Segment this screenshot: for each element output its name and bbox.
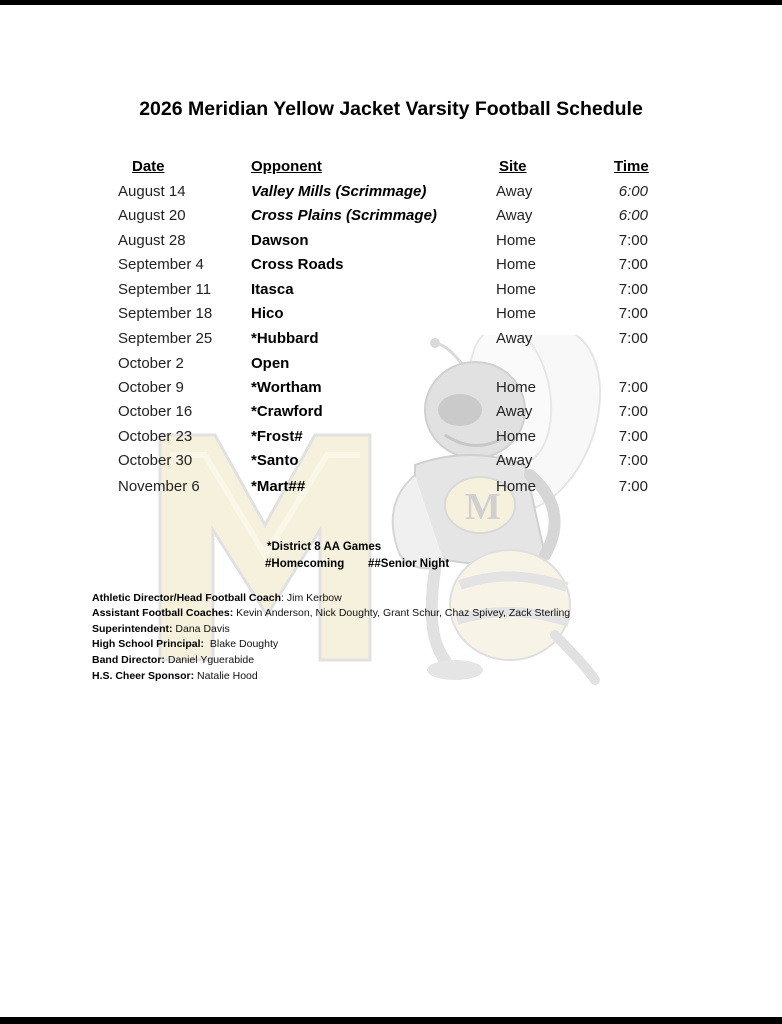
game-time: 7:00 [618,403,648,420]
game-site: Home [496,281,537,298]
staff-role: Band Director: [92,654,165,666]
staff-role: Athletic Director/Head Football Coach [92,592,282,604]
game-date: October 9 [118,379,184,396]
game-date: August 28 [118,232,186,249]
header-date: Date [132,158,165,175]
game-site: Home [496,379,537,396]
game-opponent: *Hubbard [251,330,319,347]
game-time: 6:00 [618,183,648,200]
game-row [0,452,782,474]
staff-name: Natalie Hood [197,670,258,682]
game-time: 7:00 [618,428,648,445]
game-opponent: *Crawford [251,403,323,420]
game-date: September 18 [118,305,213,322]
staff-name: Kevin Anderson, Nick Doughty, Grant Schur, Chaz Spivey, Zack Sterling [236,607,571,619]
homecoming-note: #Homecoming [265,558,345,570]
bottom-border [0,1017,782,1024]
district-games-note: *District 8 AA Games [267,541,382,553]
game-opponent: *Frost# [251,428,303,445]
game-time: 7:00 [618,256,648,273]
svg-text:M: M [465,486,501,528]
staff-role: Assistant Football Coaches: [92,607,234,619]
staff-name: Daniel Yguerabide [167,654,255,666]
game-date: October 23 [118,428,193,445]
game-date: November 6 [118,478,200,495]
staff-line [92,623,230,635]
game-opponent: *Mart## [251,478,306,495]
game-date: October 2 [118,355,184,372]
game-row [0,305,782,327]
game-site: Away [496,452,533,469]
header-site: Site [499,158,527,175]
staff-line [92,607,570,619]
staff-role: High School Principal: [92,638,205,650]
staff-line [92,670,258,682]
game-site: Away [496,330,533,347]
game-time: 7:00 [618,379,648,396]
game-site: Away [496,183,533,200]
game-date: August 20 [118,207,186,224]
staff-line [92,654,254,666]
game-row [0,330,782,352]
staff-role: Superintendent: [92,623,173,635]
game-site: Away [496,403,533,420]
game-opponent: Open [251,355,290,372]
game-opponent: Cross Plains (Scrimmage) [251,207,437,224]
game-opponent: *Wortham [251,379,322,396]
game-row [0,256,782,278]
game-date: October 16 [118,403,193,420]
game-row [0,183,782,205]
game-row [0,403,782,425]
game-time: 7:00 [618,478,648,495]
game-row [0,207,782,229]
top-border [0,0,782,5]
game-row [0,478,782,500]
game-site: Home [496,428,537,445]
page-title: 2026 Meridian Yellow Jacket Varsity Football Schedule [139,98,643,120]
game-opponent: Itasca [251,281,294,298]
header-time: Time [614,158,649,175]
senior-night-note: ##Senior Night [368,558,450,570]
game-opponent: Valley Mills (Scrimmage) [251,183,427,200]
game-row [0,379,782,401]
game-time: 7:00 [618,330,648,347]
game-row [0,428,782,450]
game-date: September 25 [118,330,213,347]
game-row [0,232,782,254]
game-site: Away [496,207,533,224]
staff-separator: : [281,592,287,604]
game-opponent: *Santo [251,452,299,469]
game-opponent: Cross Roads [251,256,344,273]
staff-name: Dana Davis [175,623,230,635]
staff-name: Jim Kerbow [286,592,342,604]
game-site: Home [496,478,537,495]
game-time: 6:00 [618,207,648,224]
game-time: 7:00 [618,305,648,322]
game-date: September 11 [118,281,212,298]
staff-line [92,592,342,604]
game-date: August 14 [118,183,186,200]
game-row [0,281,782,303]
game-site: Home [496,232,537,249]
game-site: Home [496,256,537,273]
staff-role: H.S. Cheer Sponsor: [92,670,195,682]
game-time: 7:00 [618,281,648,298]
game-date: September 4 [118,256,204,273]
game-site: Home [496,305,537,322]
game-time: 7:00 [618,232,648,249]
game-date: October 30 [118,452,193,469]
game-opponent: Dawson [251,232,309,249]
header-opponent: Opponent [251,158,322,175]
game-row [0,355,782,377]
staff-name: Blake Doughty [209,638,279,650]
game-time: 7:00 [618,452,648,469]
game-opponent: Hico [251,305,284,322]
staff-line [92,638,278,650]
